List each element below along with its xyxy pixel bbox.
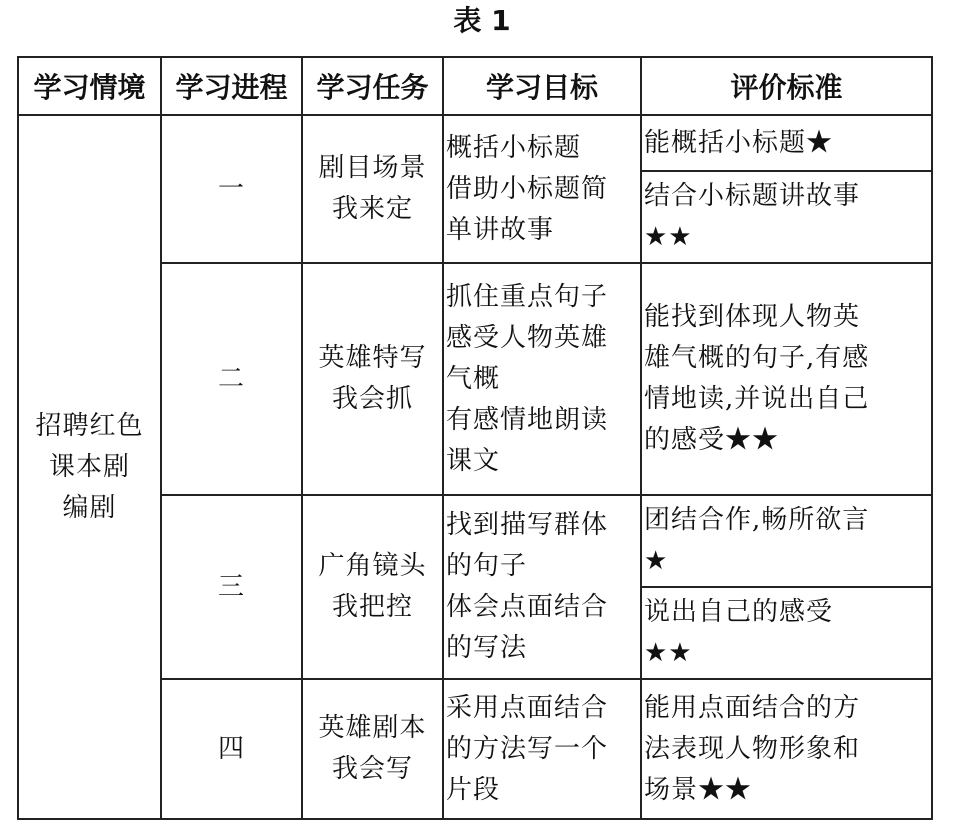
header-row xyxy=(18,57,932,115)
task-line: 我会写 xyxy=(331,754,413,784)
situation-cell xyxy=(18,115,161,819)
criteria-line: 的感受★★ xyxy=(644,425,780,455)
criteria-line: ★★ xyxy=(644,638,693,668)
task-line: 我会抓 xyxy=(331,384,413,414)
goal-line: 体会点面结合 xyxy=(446,592,609,622)
criteria-line: 雄气概的句子,有感 xyxy=(644,343,870,373)
header-progress: 学习进程 xyxy=(161,57,302,115)
criteria-line: 能找到体现人物英 xyxy=(644,302,861,332)
task-line: 英雄剧本 xyxy=(318,713,427,743)
goal-line: 的写法 xyxy=(446,633,528,663)
goal-cell xyxy=(443,495,641,679)
goal-line: 的方法写一个 xyxy=(446,733,609,764)
task-cell xyxy=(302,495,443,679)
criteria-line: 说出自己的感受 xyxy=(644,597,834,627)
goal-cell xyxy=(443,263,641,495)
criteria-cell xyxy=(641,495,932,587)
criteria-line: 场景★★ xyxy=(644,774,753,805)
goal-line: 单讲故事 xyxy=(446,214,555,245)
goal-line: 感受人物英雄 xyxy=(446,322,609,353)
criteria-cell xyxy=(641,587,932,679)
progress-cell: 三 xyxy=(161,495,302,679)
task-line: 我来定 xyxy=(331,194,413,224)
criteria-line: ★ xyxy=(644,546,669,576)
goal-cell xyxy=(443,679,641,819)
goal-line: 找到描写群体 xyxy=(446,510,609,540)
situation-line: 编剧 xyxy=(62,492,117,523)
progress-cell: 一 xyxy=(161,115,302,263)
table-caption: 表 1 xyxy=(453,4,511,37)
task-line: 英雄特写 xyxy=(318,343,427,373)
progress-cell: 四 xyxy=(161,679,302,819)
criteria-line: 能概括小标题★ xyxy=(644,127,834,158)
task-cell xyxy=(302,115,443,263)
situation-line: 课本剧 xyxy=(48,451,130,482)
goal-line: 的句子 xyxy=(446,551,528,581)
criteria-line: ★★ xyxy=(644,222,693,252)
criteria-cell xyxy=(641,115,932,171)
header-goal: 学习目标 xyxy=(443,57,641,115)
criteria-line: 法表现人物形象和 xyxy=(644,733,861,764)
header-criteria: 评价标准 xyxy=(641,57,932,115)
goal-cell xyxy=(443,115,641,263)
task-cell xyxy=(302,263,443,495)
lesson-plan-table xyxy=(17,56,933,820)
header-situation: 学习情境 xyxy=(18,57,161,115)
criteria-line: 团结合作,畅所欲言 xyxy=(644,505,870,535)
task-line: 我把控 xyxy=(331,592,413,622)
criteria-line: 结合小标题讲故事 xyxy=(644,181,861,211)
task-line: 剧目场景 xyxy=(318,153,427,183)
goal-line: 气概 xyxy=(446,363,501,394)
goal-line: 借助小标题简 xyxy=(446,173,609,204)
criteria-cell xyxy=(641,263,932,495)
criteria-cell xyxy=(641,171,932,263)
goal-line: 采用点面结合 xyxy=(446,692,609,723)
goal-line: 片段 xyxy=(446,774,501,805)
goal-line: 概括小标题 xyxy=(446,132,582,163)
goal-line: 课文 xyxy=(446,445,501,476)
header-task: 学习任务 xyxy=(302,57,443,115)
task-cell xyxy=(302,679,443,819)
criteria-line: 能用点面结合的方 xyxy=(644,692,861,723)
goal-line: 有感情地朗读 xyxy=(446,404,609,435)
situation-line: 招聘红色 xyxy=(35,410,144,441)
table-row xyxy=(18,115,932,171)
progress-cell: 二 xyxy=(161,263,302,495)
criteria-cell xyxy=(641,679,932,819)
goal-line: 抓住重点句子 xyxy=(446,281,609,312)
task-line: 广角镜头 xyxy=(318,551,427,581)
criteria-line: 情地读,并说出自己 xyxy=(644,384,870,414)
